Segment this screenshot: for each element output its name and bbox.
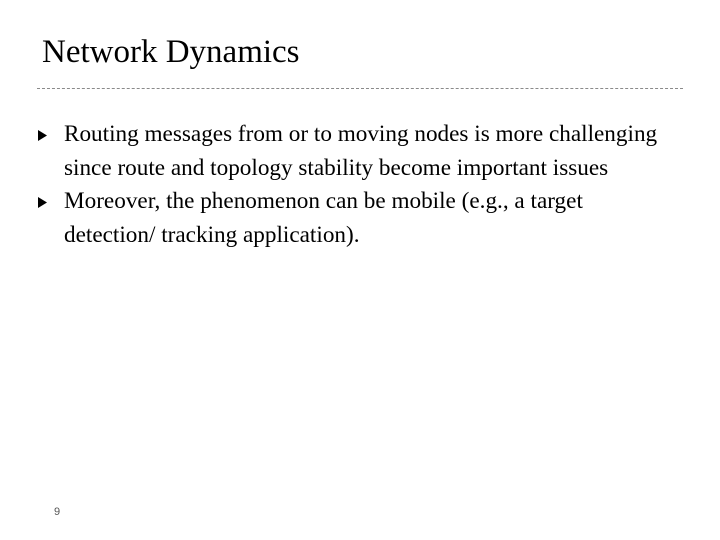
bullet-text: Moreover, the phenomenon can be mobile (e.g., a target detection/ tracking application).: [64, 188, 583, 248]
bullet-item: [37, 185, 677, 252]
triangle-bullet-icon: [38, 197, 47, 208]
bullet-item: [37, 118, 677, 185]
slide-title: Network Dynamics: [42, 34, 300, 70]
triangle-bullet-icon: [38, 130, 47, 141]
bullet-list: [37, 118, 677, 252]
title-divider: [37, 88, 683, 89]
page-number: 9: [54, 506, 61, 518]
bullet-text: Routing messages from or to moving nodes is more challenging since route and topology stability become important issues: [64, 121, 658, 181]
